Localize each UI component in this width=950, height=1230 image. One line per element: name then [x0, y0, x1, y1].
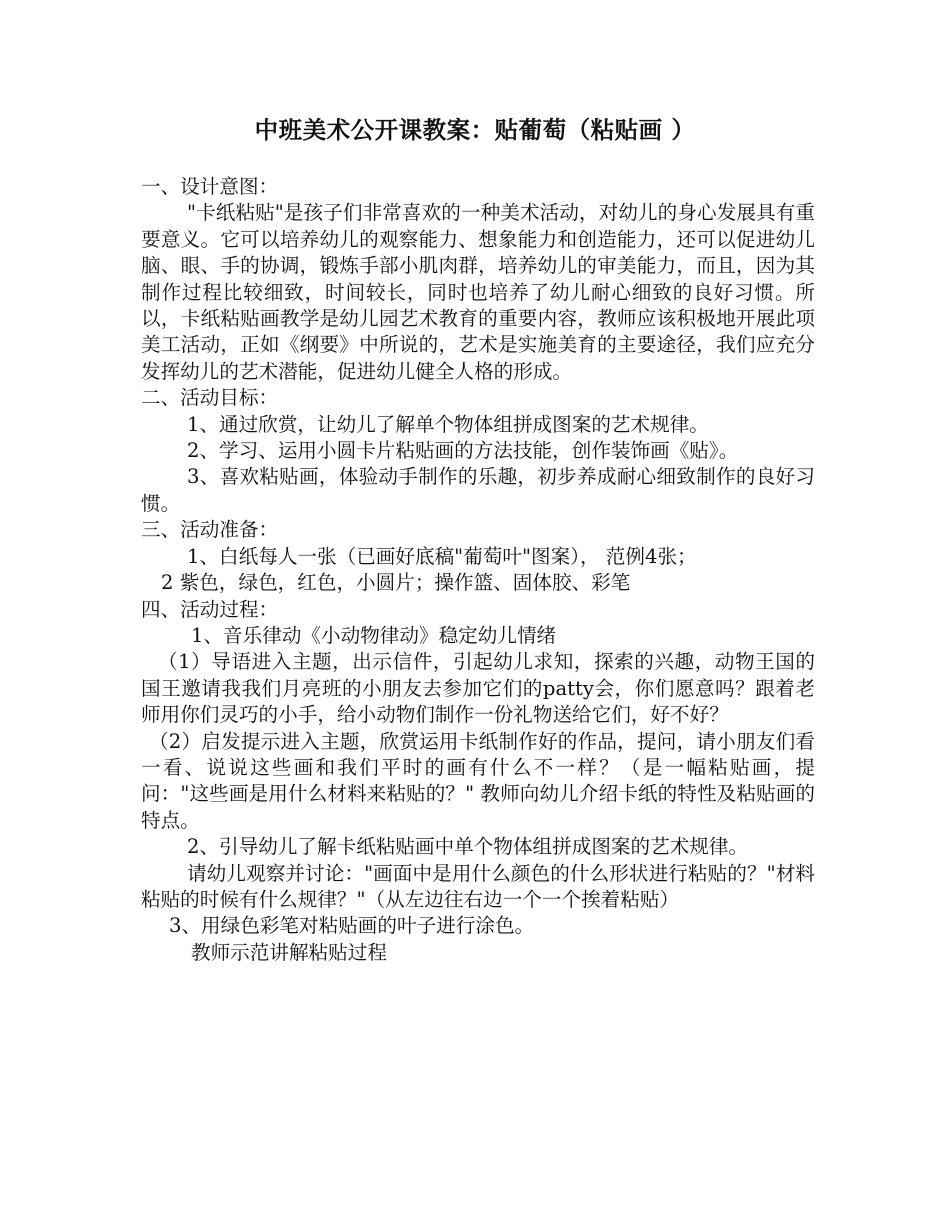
process-step-2: 2、引导幼儿了解卡纸粘贴画中单个物体组拼成图案的艺术规律。	[187, 835, 749, 859]
process-step-2-discussion: 请幼儿观察并讨论："画面中是用什么颜色的什么形状进行粘贴的？"材料粘贴的时候有什么规律？"（从左边往右边一个一个挨着粘贴）	[141, 861, 815, 911]
process-step-1-part-2: （2）启发提示进入主题，欣赏运用卡纸制作好的作品，提问，请小朋友们看一看、说说这些画和我们平时的画有什么不一样？（是一幅粘贴画，提问："这些画是用什么材料来粘贴的？" 教师向幼儿介绍卡纸的特性及粘贴画的特点。	[141, 729, 815, 832]
process-step-3: 3、用绿色彩笔对粘贴画的叶子进行涂色。	[169, 914, 535, 938]
process-step-3-demo: 教师示范讲解粘贴过程	[191, 940, 387, 964]
process-step-1: 1、音乐律动《小动物律动》稳定幼儿情绪	[191, 623, 557, 647]
paragraph-design-intent: "卡纸粘贴"是孩子们非常喜欢的一种美术活动，对幼儿的身心发展具有重要意义。它可以培养幼儿的观察能力、想象能力和创造能力，还可以促进幼儿脑、眼、手的协调，锻炼手部小肌肉群，培养幼儿的审美能力，而且，因为其制作过程比较细致，时间较长，同时也培养了幼儿耐心细致的良好习惯。所以，卡纸粘贴画教学是幼儿园艺术教育的重要内容，教师应该积极地开展此项美工活动，正如《纲要》中所说的，艺术是实施美育的主要途径，我们应充分发挥幼儿的艺术潜能，促进幼儿健全人格的形成。	[141, 201, 815, 383]
section-heading-design-intent: 一、设计意图：	[141, 175, 279, 198]
section-heading-objectives: 二、活动目标：	[141, 386, 279, 410]
section-heading-preparation: 三、活动准备：	[141, 518, 279, 542]
section-heading-process: 四、活动过程：	[141, 597, 279, 621]
process-step-1-part-1: （1）导语进入主题，出示信件，引起幼儿求知，探索的兴趣，动物王国的国王邀请我我们月亮班的小朋友去参加它们的patty会，你们愿意吗？跟着老师用你们灵巧的小手，给小动物们制作一份礼物送给它们，好不好？	[141, 650, 815, 727]
objective-item-1: 1、通过欣赏，让幼儿了解单个物体组拼成图案的艺术规律。	[187, 412, 709, 436]
document-body	[141, 174, 815, 966]
objective-item-3: 3、喜欢粘贴画，体验动手制作的乐趣，初步养成耐心细致制作的良好习惯。	[141, 465, 815, 515]
preparation-item-2: 2 紫色，绿色，红色，小圆片；操作篮、固体胶、彩笔	[161, 571, 631, 595]
objective-item-2: 2、学习、运用小圆卡片粘贴画的方法技能，创作装饰画《贴》。	[187, 439, 739, 463]
document-title: 中班美术公开课教案：贴葡萄（粘贴画 ）	[254, 116, 696, 144]
preparation-item-1: 1、白纸每人一张（已画好底稿"葡萄叶"图案）， 范例4张；	[187, 544, 697, 568]
